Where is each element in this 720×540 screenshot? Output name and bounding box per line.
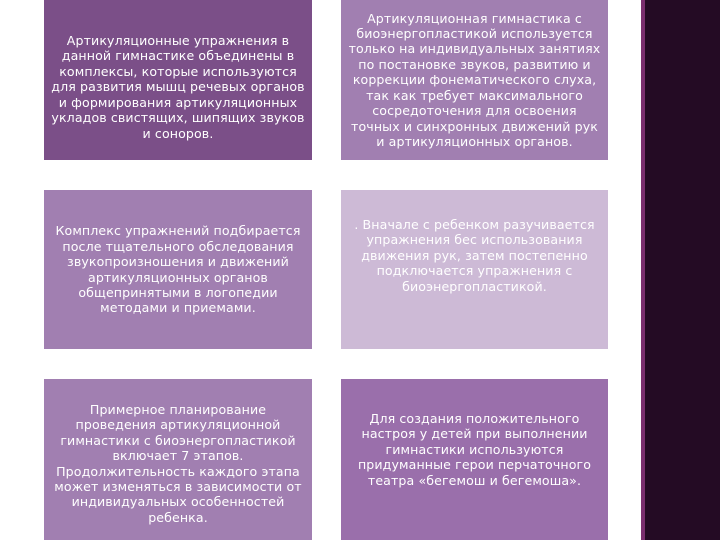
sidebar-accent-stripe [641,0,645,540]
cell-5-text: Примерное планирование проведения артикуляционной гимнастики с биоэнергопластикой включает 7 этапов. Продолжительность каждого этапа может изменяться в зависимости от индивидуальных особенностей ребенка. [54,401,302,525]
cell-4-text: . Вначале с ребенком разучивается упражнения бес использования движения рук, затем постепенно подключается упражнения с биоэнергопластикой. [354,216,595,294]
text-cell-5 [44,379,312,540]
cell-3-text: Комплекс упражнений подбирается после тщательного обследования звукопроизношения и движений артикуляционных органов общепринятыми в логопедии методами и приемами. [55,223,301,316]
text-cell-6 [341,379,608,540]
text-cell-3 [44,190,312,349]
cell-2-text: Артикуляционная гимнастика с биоэнергопластикой используется только на индивидуальных занятиях по постановке звуков, развитию и коррекции фонематического слуха, так как требует максимального сосредоточения для освоения точных и синхронных движений рук и артикуляционных органов. [348,10,601,149]
cell-1-text: Артикуляционные упражнения в данной гимнастике объединены в комплексы, которые используются для развития мышц речевых органов и формирования артикуляционных укладов свистящих, шипящих звуков и соноров. [51,33,305,141]
text-cell-1 [44,0,312,160]
decorative-sidebar [641,0,720,540]
cell-6-text: Для создания положительного настроя у детей при выполнении гимнастики используются придуманные герои перчаточного театра «бегемош и бегемоша». [357,410,592,488]
text-cell-2 [341,0,608,160]
text-cell-4 [341,190,608,349]
